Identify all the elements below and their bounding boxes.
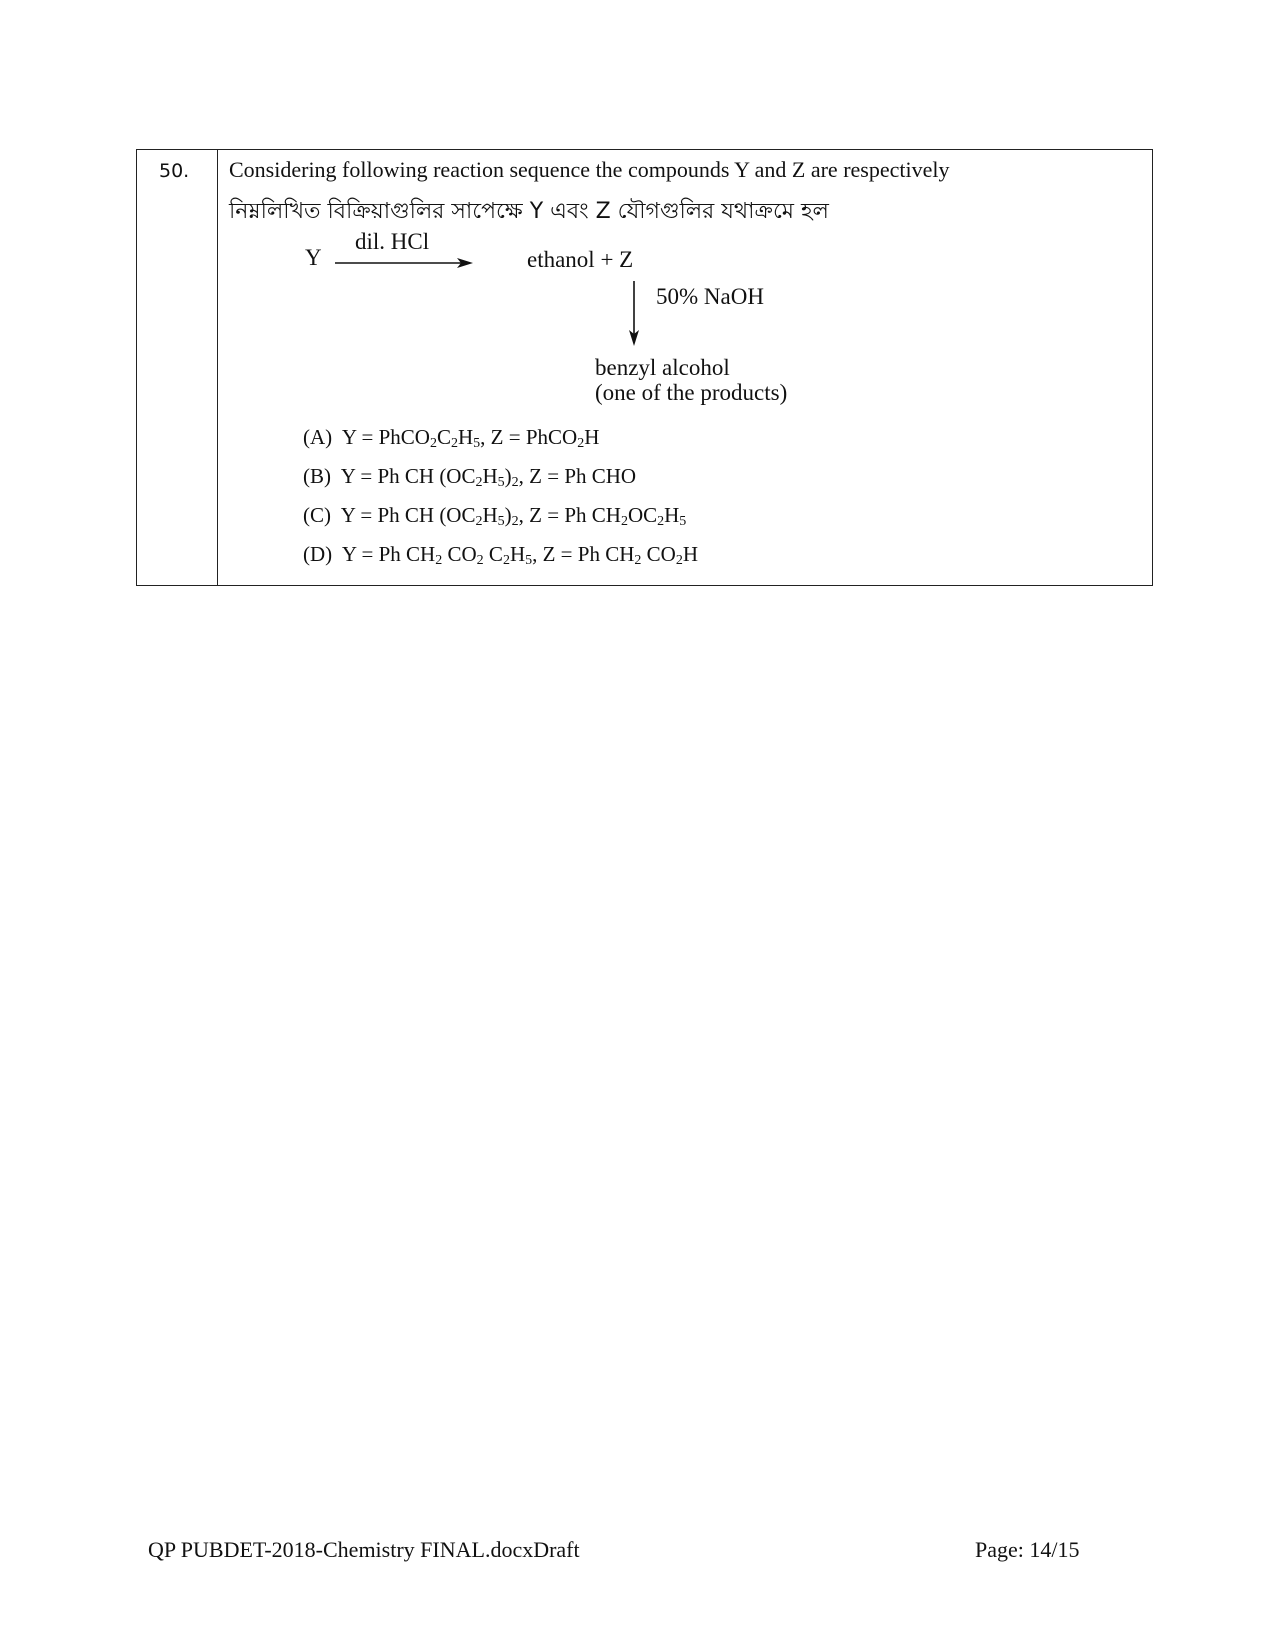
formula-text: OC bbox=[627, 503, 658, 527]
question-table bbox=[136, 149, 1153, 586]
formula-subscript: 2 bbox=[476, 553, 484, 568]
formula-text: H bbox=[482, 464, 498, 488]
formula-subscript: 2 bbox=[657, 514, 665, 529]
formula-text: CO bbox=[641, 542, 676, 566]
formula-subscript: 2 bbox=[429, 436, 437, 451]
option-label: (B) bbox=[303, 464, 331, 488]
formula-text: Y = Ph CH (OC bbox=[340, 464, 476, 488]
option-label: (D) bbox=[303, 542, 333, 566]
question-text-english: Considering following reaction sequence the compounds Y and Z are respectively bbox=[229, 157, 950, 182]
formula-subscript: 2 bbox=[475, 514, 483, 529]
formula-text: Y = Ph CH bbox=[341, 542, 436, 566]
formula-text: H bbox=[482, 503, 498, 527]
formula-text: , Z = Ph CH bbox=[532, 542, 635, 566]
option-label: (C) bbox=[303, 503, 331, 527]
product-2-note: (one of the products) bbox=[595, 380, 788, 405]
formula-subscript: 5 bbox=[497, 475, 505, 490]
formula-subscript: 2 bbox=[634, 553, 642, 568]
formula-text: ) bbox=[504, 464, 512, 488]
formula-subscript: 2 bbox=[475, 475, 483, 490]
reagent-2-label: 50% NaOH bbox=[656, 284, 764, 309]
formula-subscript: 2 bbox=[675, 553, 683, 568]
formula-subscript: 2 bbox=[502, 553, 510, 568]
formula-subscript: 5 bbox=[679, 514, 687, 529]
formula-subscript: 5 bbox=[497, 514, 505, 529]
option-formula bbox=[341, 464, 636, 488]
option-b[interactable] bbox=[303, 464, 636, 489]
formula-text: H bbox=[584, 425, 600, 449]
formula-text: , Z = Ph CHO bbox=[518, 464, 637, 488]
formula-subscript: 2 bbox=[451, 436, 458, 451]
formula-text: CO bbox=[442, 542, 477, 566]
option-d[interactable] bbox=[303, 542, 698, 567]
reagent-1-label: dil. HCl bbox=[355, 229, 430, 254]
option-a[interactable] bbox=[303, 425, 599, 450]
footer-filename: QP PUBDET-2018-Chemistry FINAL.docxDraft bbox=[148, 1537, 580, 1562]
formula-text: , Z = PhCO bbox=[480, 425, 578, 449]
formula-text: C bbox=[436, 425, 451, 449]
reactant-label: Y bbox=[305, 245, 322, 270]
product-2-label: benzyl alcohol bbox=[595, 355, 730, 380]
option-formula bbox=[341, 503, 687, 527]
formula-text: Y = Ph CH (OC bbox=[340, 503, 476, 527]
formula-text: H bbox=[458, 425, 474, 449]
question-text-bengali: নিম্নলিখিত বিক্রিয়াগুলির সাপেক্ষে Y এবং Z যৌগগুলির যথাক্রমে হল bbox=[229, 199, 829, 224]
formula-text: , Z = Ph CH bbox=[518, 503, 621, 527]
option-formula bbox=[342, 542, 698, 566]
option-formula bbox=[342, 425, 599, 449]
formula-text: H bbox=[664, 503, 680, 527]
product-1-label: ethanol + Z bbox=[527, 247, 634, 272]
question-number: 50. bbox=[159, 160, 190, 182]
formula-subscript: 5 bbox=[473, 436, 481, 451]
formula-subscript: 2 bbox=[620, 514, 628, 529]
formula-text: ) bbox=[504, 503, 512, 527]
option-c[interactable] bbox=[303, 503, 686, 528]
formula-subscript: 2 bbox=[435, 553, 443, 568]
footer-page-number: Page: 14/15 bbox=[975, 1537, 1080, 1562]
formula-text: C bbox=[483, 542, 503, 566]
formula-text: H bbox=[682, 542, 698, 566]
formula-subscript: 5 bbox=[525, 553, 533, 568]
option-label: (A) bbox=[303, 425, 333, 449]
formula-subscript: 2 bbox=[511, 475, 519, 490]
formula-text: H bbox=[509, 542, 526, 566]
formula-text: Y = PhCO bbox=[341, 425, 430, 449]
formula-subscript: 2 bbox=[511, 514, 519, 529]
formula-subscript: 2 bbox=[577, 436, 585, 451]
